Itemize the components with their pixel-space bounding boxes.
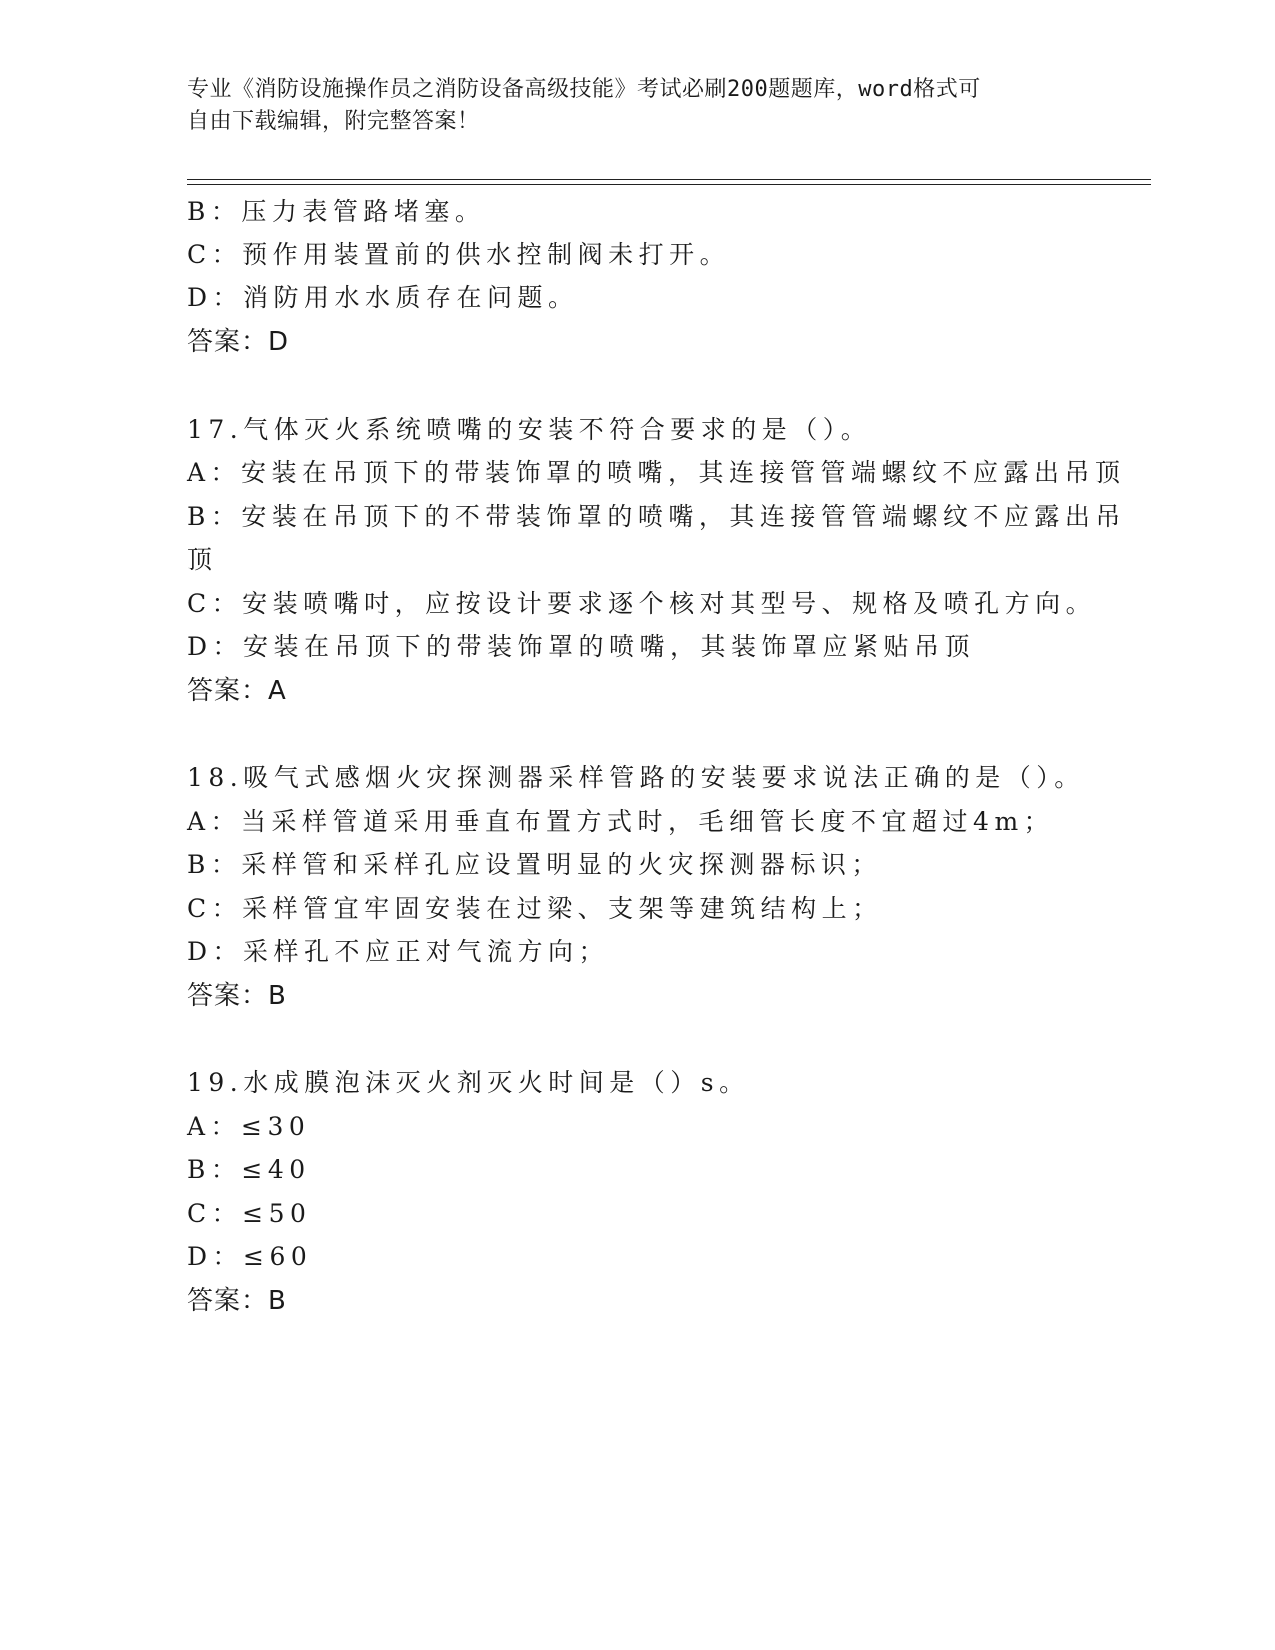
header-divider-bottom xyxy=(187,184,1151,185)
answer-line: 答案：D xyxy=(187,327,290,357)
option-line: B：采样管和采样孔应设置明显的火灾探测器标识； xyxy=(187,850,882,879)
question-line: 18.吸气式感烟火灾探测器采样管路的安装要求说法正确的是（）。 xyxy=(187,763,1085,792)
option-line: C：安装喷嘴吋，应按设计要求逐个核对其型号、规格及喷孔方向。 xyxy=(187,589,1097,618)
header-line-1: 专业《消防设施操作员之消防设备高级技能》考试必刷200题题库，word格式可 xyxy=(187,77,981,102)
option-line: D：消防用水水质存在问题。 xyxy=(187,283,579,312)
answer-line: 答案：B xyxy=(187,1286,287,1316)
option-line: D：≤60 xyxy=(187,1242,313,1271)
option-line: C：采样管宜牢固安装在过梁、支架等建筑结构上； xyxy=(187,894,883,923)
document-header xyxy=(187,74,1087,138)
option-line: C：预作用装置前的供水控制阀未打开。 xyxy=(187,240,731,269)
question-line: 17.气体灭火系统喷嘴的安装不符合要求的是（）。 xyxy=(187,415,872,444)
option-line-continued: 顶 xyxy=(187,545,218,574)
header-divider-top xyxy=(187,179,1151,180)
option-line: B：≤40 xyxy=(187,1155,311,1184)
option-line: D：采样孔不应正对气流方向； xyxy=(187,937,610,966)
header-line-2: 自由下载编辑，附完整答案！ xyxy=(187,109,480,134)
answer-line: 答案：A xyxy=(187,676,287,706)
option-line: C：≤50 xyxy=(187,1199,312,1228)
option-line: A：当采样管道采用垂直布置方式时，毛细管长度不宜超过4m； xyxy=(187,807,1055,836)
option-line: B：安装在吊顶下的不带装饰罩的喷嘴，其连接管管端螺纹不应露出吊 xyxy=(187,502,1126,531)
option-line: A：安装在吊顶下的带装饰罩的喷嘴，其连接管管端螺纹不应露出吊顶 xyxy=(187,458,1126,487)
option-line: D：安装在吊顶下的带装饰罩的喷嘴，其装饰罩应紧贴吊顶 xyxy=(187,632,976,661)
question-line: 19.水成膜泡沫灭火剂灭火时间是（）s。 xyxy=(187,1068,750,1097)
option-line: B：压力表管路堵塞。 xyxy=(187,197,486,226)
answer-line: 答案：B xyxy=(187,981,287,1011)
option-line: A：≤30 xyxy=(187,1112,311,1141)
